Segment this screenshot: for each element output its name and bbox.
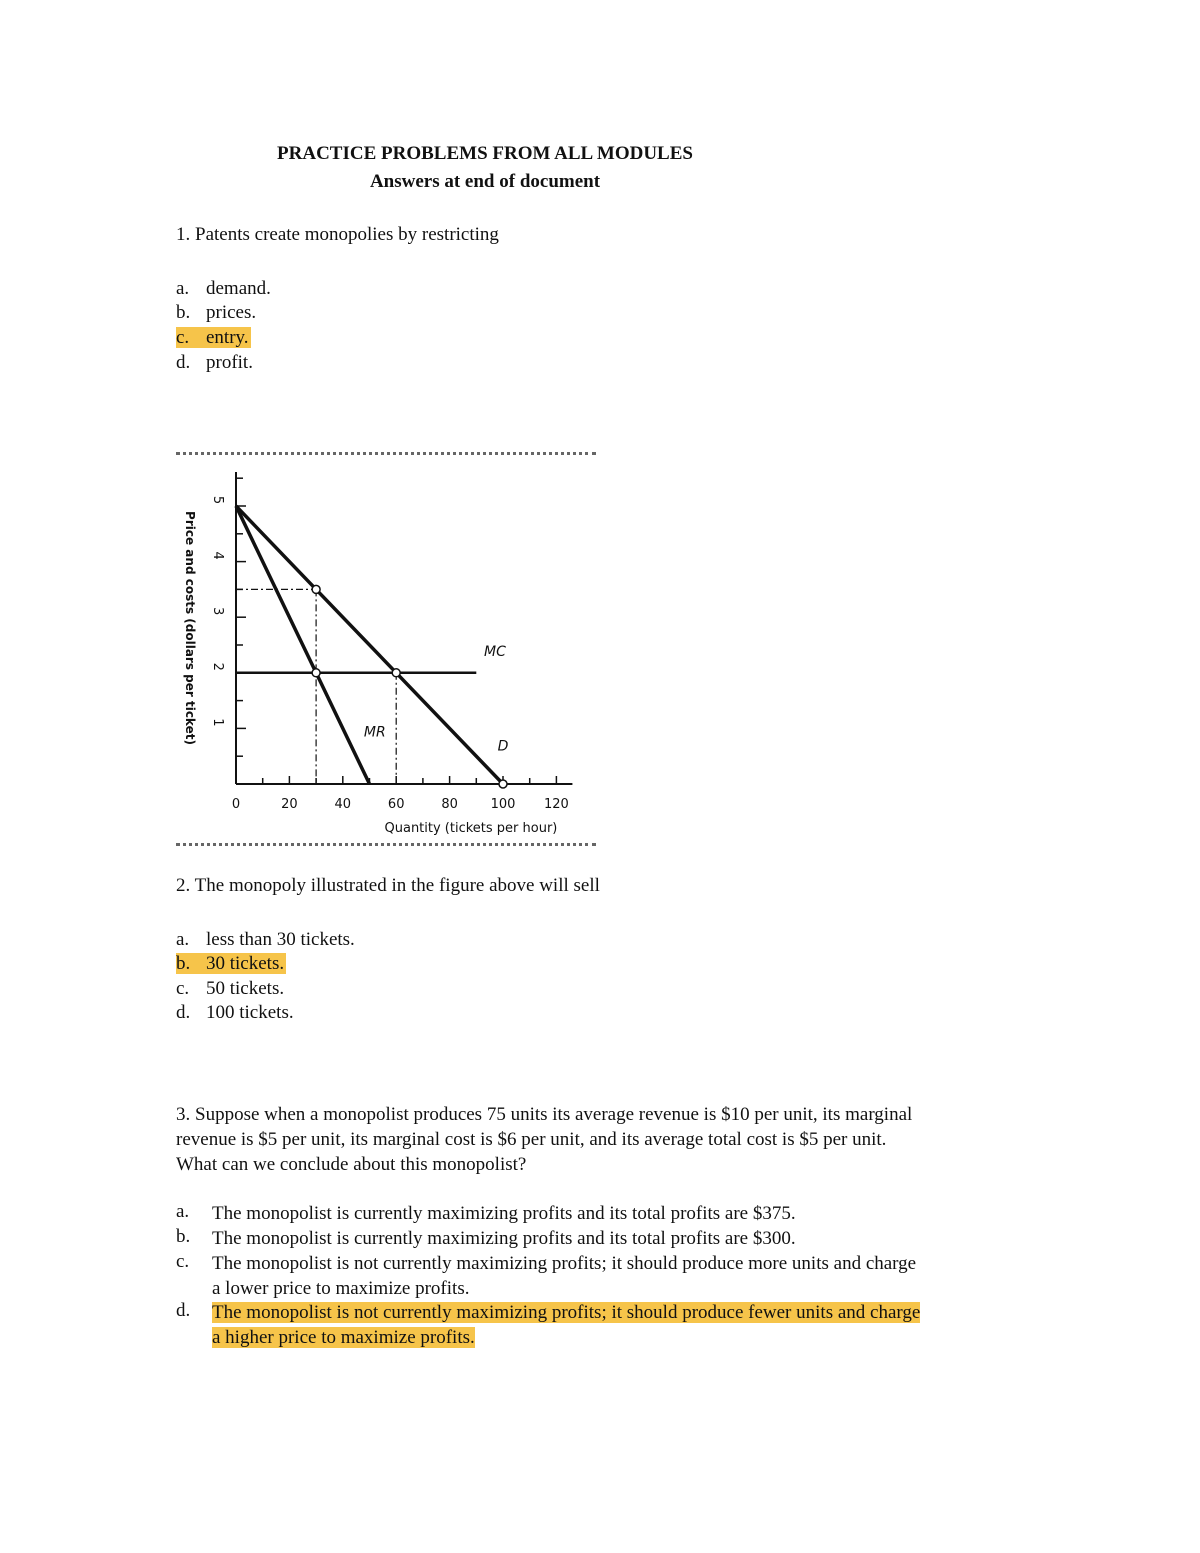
question-2: 2. The monopoly illustrated in the figure above will sell [176,875,600,896]
x-tick-label: 80 [441,797,458,812]
point-marker [499,780,507,788]
x-tick-label: 100 [490,797,516,812]
question-3-line-1: 3. Suppose when a monopolist produces 75 units its average revenue is $10 per unit, its marginal [176,1104,913,1125]
figure-top-rule [176,452,596,455]
series-mr-label: MR [363,724,386,741]
q1-option-d: d. profit. [176,352,253,373]
x-tick-label: 20 [281,797,298,812]
point-marker [392,669,400,677]
question-1: 1. Patents create monopolies by restricting [176,224,499,245]
q1-option-c-answer: c. entry. [176,327,249,348]
x-tick-label: 40 [334,797,352,812]
q3-option-c: c. The monopolist is not currently maximizing profits; it should produce more units and charge a lower price to maximize profits. [176,1251,917,1299]
series-mr-line [236,506,370,784]
series-mc-label: MC [484,644,506,661]
q1-option-b: b. prices. [176,302,257,323]
point-marker [312,585,320,593]
q2-option-c: c. 50 tickets. [176,978,285,999]
question-3-line-2: revenue is $5 per unit, its marginal cost is $6 per unit, and its average total cost is $5 per unit. [176,1129,887,1150]
q2-option-b-answer: b. 30 tickets. [176,953,285,974]
page-title: PRACTICE PROBLEMS FROM ALL MODULES [277,143,693,164]
question-3-line-3: What can we conclude about this monopolist? [176,1154,527,1175]
y-tick-label: 1 [210,718,225,727]
q2-option-a: a. less than 30 tickets. [176,929,355,950]
q2-option-d: d. 100 tickets. [176,1002,294,1023]
question-3 [176,1102,1036,1177]
q3-option-d-answer: d. The monopolist is not currently maximizing profits; it should produce fewer units and charge a higher price to maximize profits. [176,1300,921,1348]
x-axis-label: Quantity (tickets per hour) [384,821,558,836]
x-tick-label: 60 [387,797,405,812]
q1-option-a: a. demand. [176,278,271,299]
q3-option-b: b. The monopolist is currently maximizing profits and its total profits are $300. [176,1226,796,1249]
series-d-label: D [497,738,509,755]
x-tick-label: 0 [231,797,241,812]
y-tick-label: 5 [210,495,225,505]
y-tick-label: 3 [210,607,225,616]
monopoly-chart [170,462,600,842]
series-d-line [236,506,503,784]
y-tick-label: 2 [210,662,225,671]
figure-bottom-rule [176,843,596,846]
point-marker [312,669,320,677]
page-subtitle: Answers at end of document [369,171,601,192]
q3-option-a: a. The monopolist is currently maximizing profits and its total profits are $375. [176,1201,796,1224]
y-tick-label: 4 [210,551,225,560]
y-axis-label: Price and costs (dollars per ticket) [183,511,197,745]
x-tick-label: 120 [543,797,569,812]
